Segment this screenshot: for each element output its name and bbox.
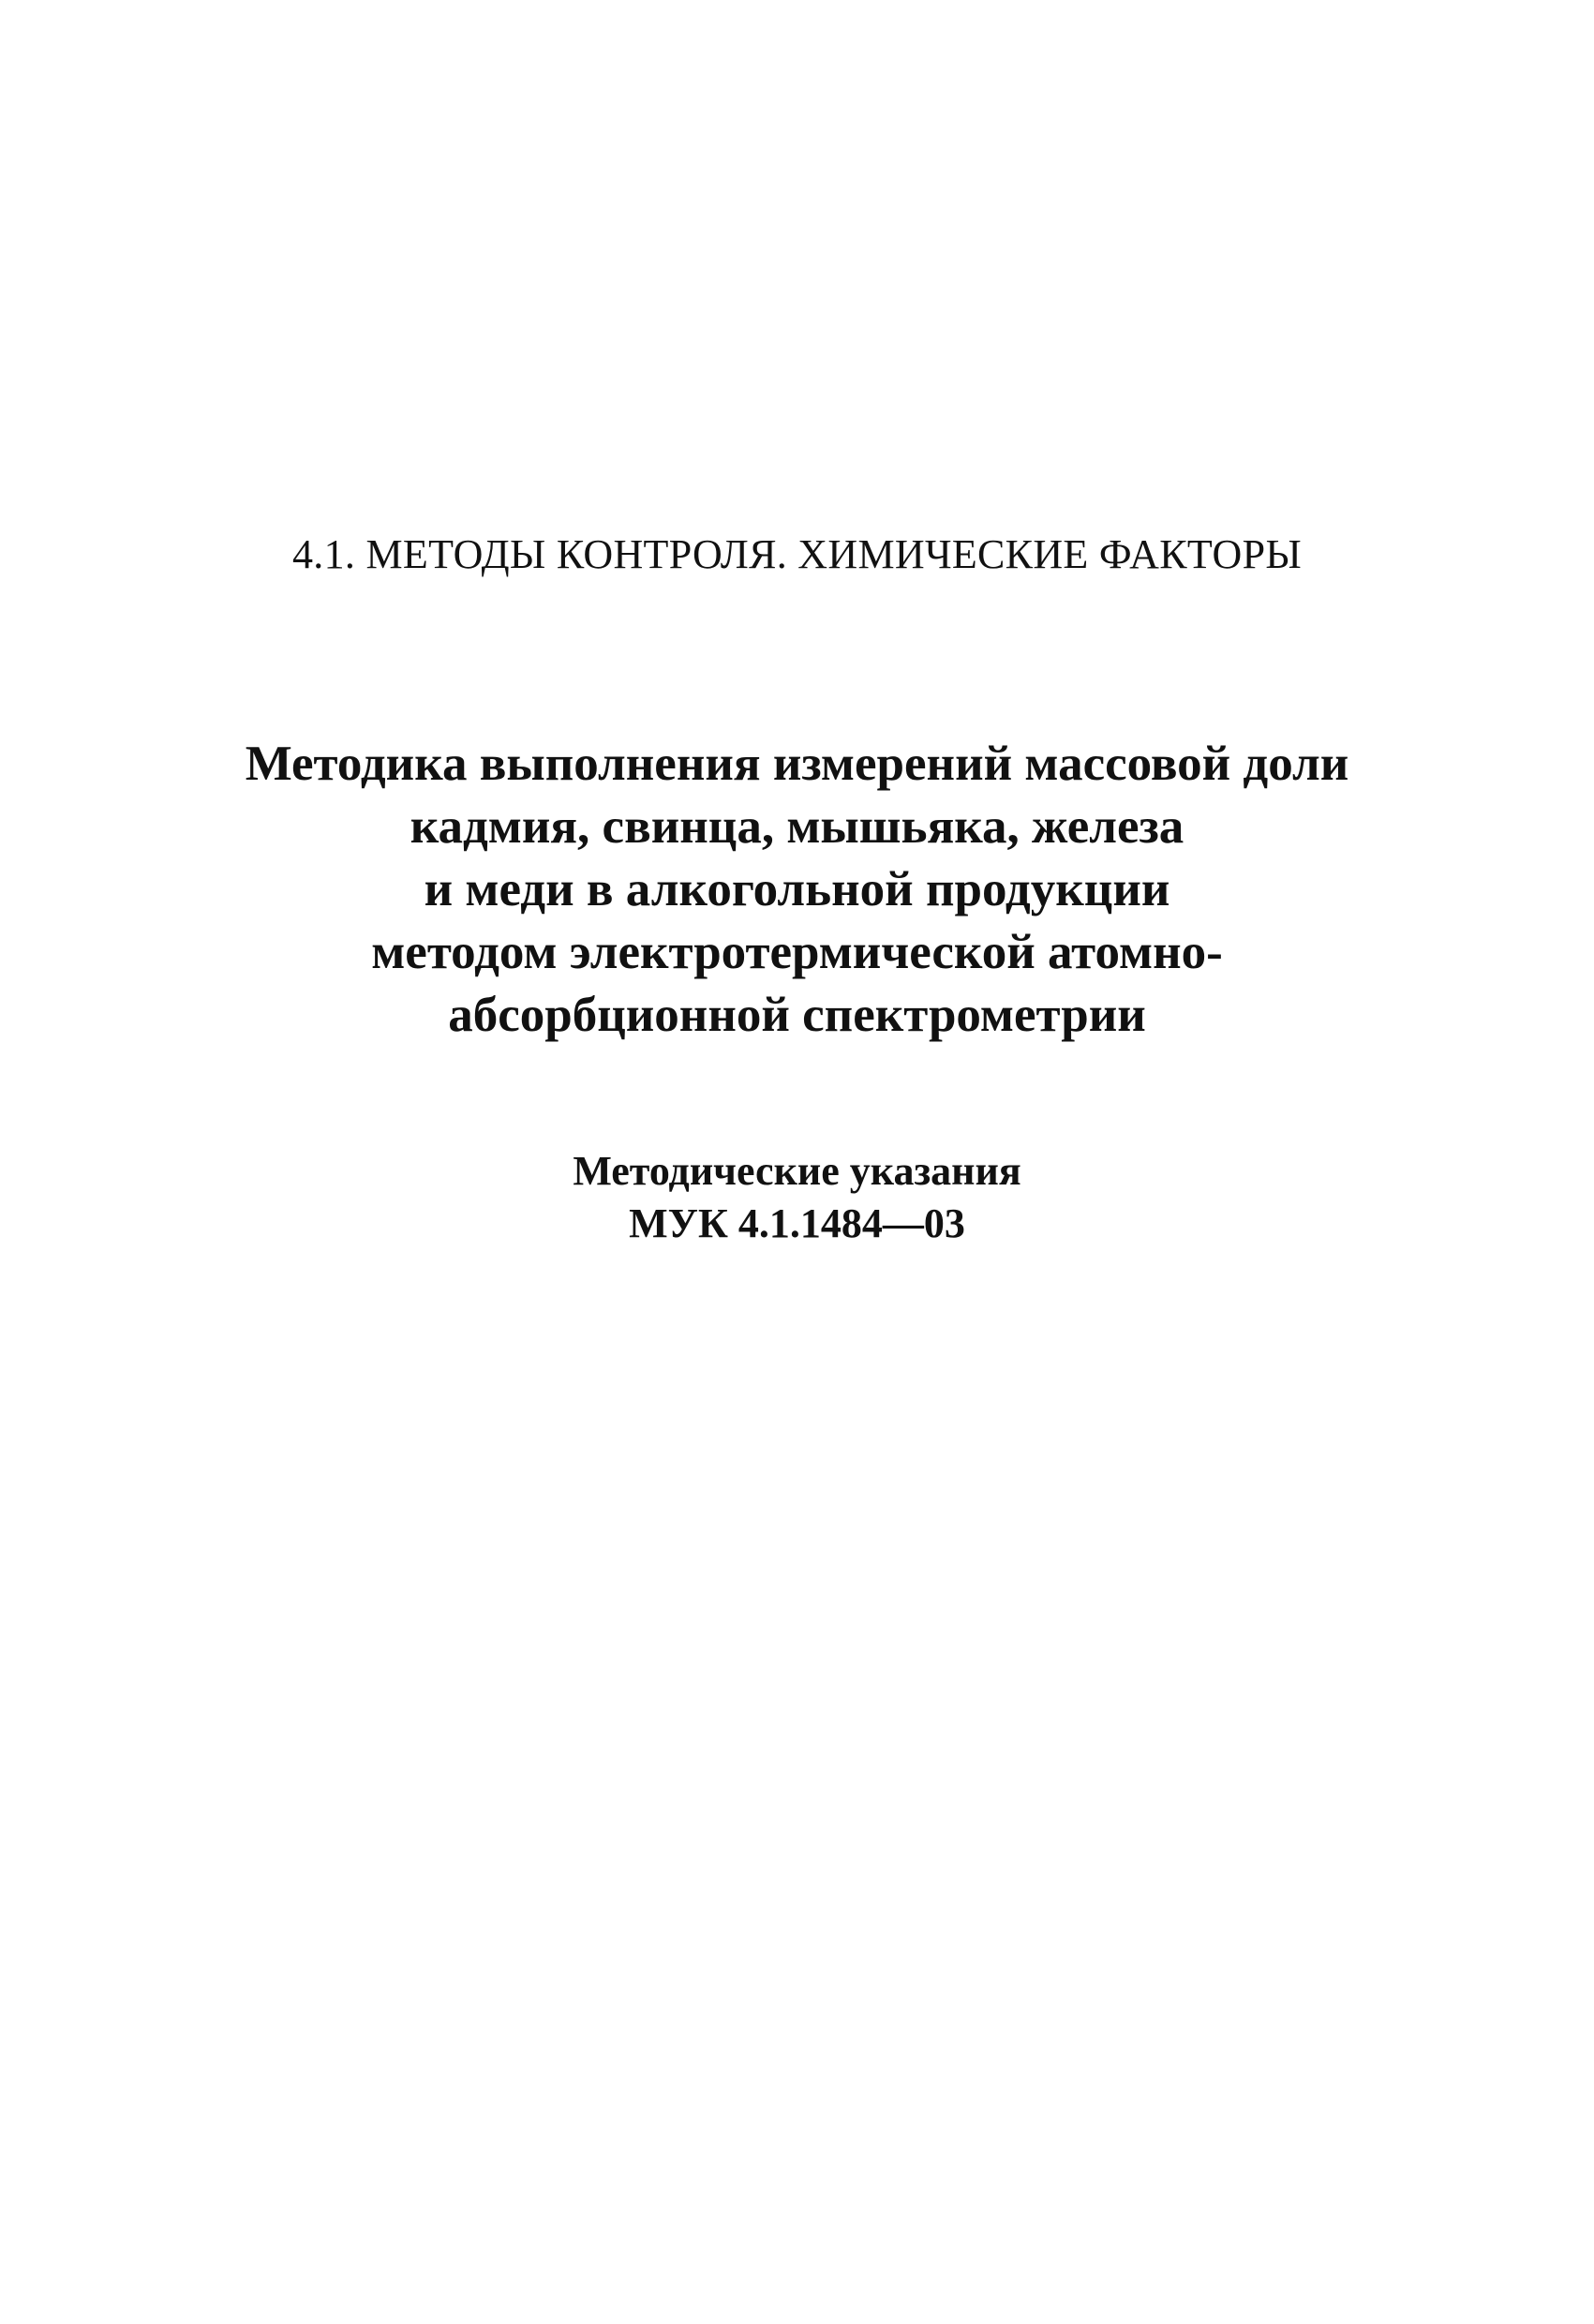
title-line: Методика выполнения измерений массовой доли	[245, 737, 1349, 791]
document-designation	[0, 1145, 1594, 1250]
title-line: методом электротермической атомно-	[371, 925, 1223, 979]
title-line: абсорбционной спектрометрии	[448, 988, 1146, 1042]
document-code: МУК 4.1.1484—03	[629, 1200, 965, 1246]
document-title	[0, 733, 1594, 1047]
document-type: Методические указания	[573, 1148, 1021, 1194]
title-line: кадмия, свинца, мышьяка, железа	[410, 799, 1184, 854]
section-heading: 4.1. МЕТОДЫ КОНТРОЛЯ. ХИМИЧЕСКИЕ ФАКТОРЫ	[291, 531, 1303, 577]
title-line: и меди в алкогольной продукции	[424, 862, 1170, 916]
